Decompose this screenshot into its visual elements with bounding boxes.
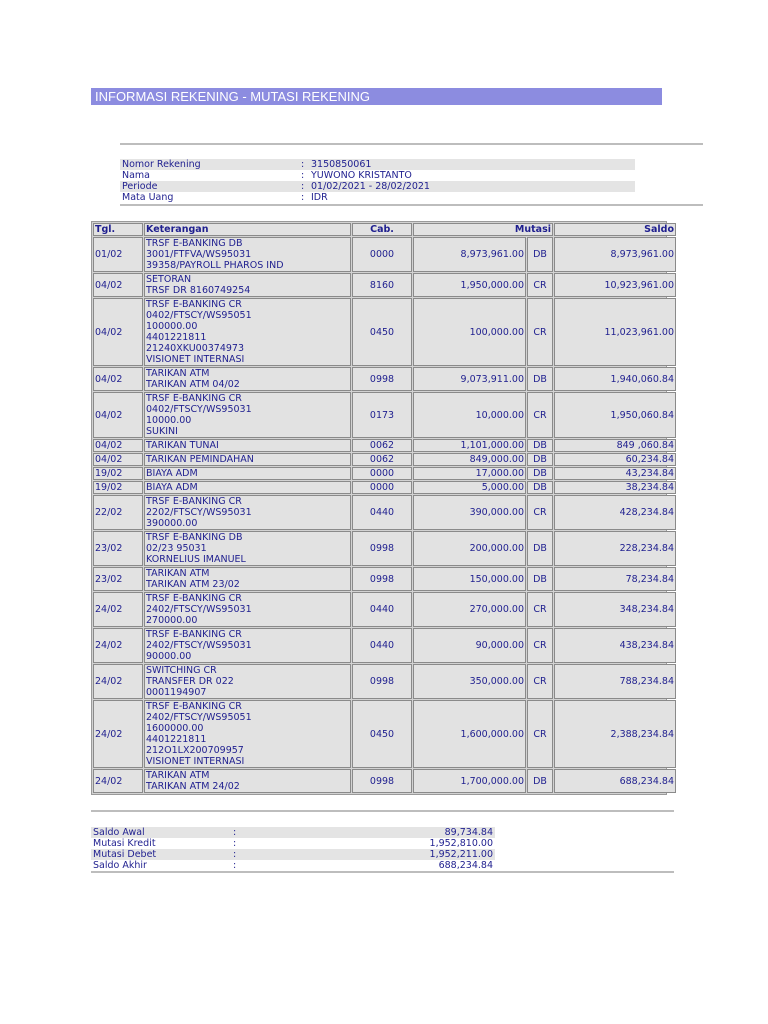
table-row	[93, 664, 676, 699]
amount-cell: 10,000.00	[413, 392, 526, 438]
summary-label: Mutasi Debet	[93, 849, 157, 860]
type-cell: DB	[527, 481, 553, 494]
account-name-value: YUWONO KRISTANTO	[311, 170, 412, 181]
date-cell: 24/02	[93, 592, 143, 627]
table-row	[93, 592, 676, 627]
balance-cell: 8,973,961.00	[554, 237, 676, 272]
date-cell: 24/02	[93, 700, 143, 768]
balance-cell: 849 ,060.84	[554, 439, 676, 452]
summary-separator: :	[233, 860, 237, 871]
type-cell: CR	[527, 495, 553, 530]
balance-cell: 1,940,060.84	[554, 367, 676, 391]
date-cell: 04/02	[93, 367, 143, 391]
branch-cell: 0450	[352, 298, 412, 366]
type-cell: CR	[527, 628, 553, 663]
account-number-row	[120, 159, 635, 170]
summary-row	[91, 827, 495, 838]
branch-cell: 0440	[352, 628, 412, 663]
date-cell: 22/02	[93, 495, 143, 530]
table-row	[93, 700, 676, 768]
date-cell: 23/02	[93, 531, 143, 566]
branch-cell: 0062	[352, 439, 412, 452]
balance-cell: 1,950,060.84	[554, 392, 676, 438]
description-cell: TRSF E-BANKING CR 0402/FTSCY/WS95031 10000.00 SUKINI	[144, 392, 351, 438]
info-label: Nomor Rekening	[122, 159, 201, 170]
type-cell: CR	[527, 273, 553, 297]
date-cell: 19/02	[93, 481, 143, 494]
balance-cell: 348,234.84	[554, 592, 676, 627]
divider	[120, 143, 703, 145]
info-separator: :	[301, 170, 305, 181]
table-row	[93, 495, 676, 530]
balance-cell: 11,023,961.00	[554, 298, 676, 366]
description-cell: TARIKAN TUNAI	[144, 439, 351, 452]
divider	[91, 810, 674, 812]
type-cell: DB	[527, 453, 553, 466]
branch-cell: 0998	[352, 367, 412, 391]
amount-cell: 1,700,000.00	[413, 769, 526, 793]
column-header-description: Keterangan	[144, 223, 351, 236]
branch-cell: 0000	[352, 481, 412, 494]
description-cell: SWITCHING CR TRANSFER DR 022 0001194907	[144, 664, 351, 699]
amount-cell: 1,600,000.00	[413, 700, 526, 768]
date-cell: 04/02	[93, 439, 143, 452]
balance-cell: 60,234.84	[554, 453, 676, 466]
divider	[91, 871, 674, 873]
table-row	[93, 481, 676, 494]
description-cell: TRSF E-BANKING DB 02/23 95031 KORNELIUS IMANUEL	[144, 531, 351, 566]
summary-separator: :	[233, 838, 237, 849]
info-label: Nama	[122, 170, 151, 181]
type-cell: CR	[527, 298, 553, 366]
opening-balance-value: 89,734.84	[444, 827, 493, 838]
summary-label: Saldo Awal	[93, 827, 145, 838]
table-row	[93, 769, 676, 793]
balance-cell: 688,234.84	[554, 769, 676, 793]
currency-value: IDR	[311, 192, 328, 203]
info-label: Mata Uang	[122, 192, 174, 203]
divider	[120, 204, 703, 206]
table-row	[93, 467, 676, 480]
branch-cell: 0440	[352, 495, 412, 530]
page-title: INFORMASI REKENING - MUTASI REKENING	[91, 88, 662, 105]
transactions-table	[92, 222, 677, 794]
summary-row	[91, 860, 495, 871]
date-cell: 23/02	[93, 567, 143, 591]
summary-separator: :	[233, 827, 237, 838]
info-separator: :	[301, 159, 305, 170]
type-cell: CR	[527, 700, 553, 768]
period-value: 01/02/2021 - 28/02/2021	[311, 181, 430, 192]
amount-cell: 100,000.00	[413, 298, 526, 366]
amount-cell: 200,000.00	[413, 531, 526, 566]
description-cell: TRSF E-BANKING CR 2202/FTSCY/WS95031 390000.00	[144, 495, 351, 530]
table-row	[93, 237, 676, 272]
info-label: Periode	[122, 181, 158, 192]
description-cell: TARIKAN ATM TARIKAN ATM 23/02	[144, 567, 351, 591]
amount-cell: 9,073,911.00	[413, 367, 526, 391]
branch-cell: 0440	[352, 592, 412, 627]
table-row	[93, 392, 676, 438]
table-row	[93, 628, 676, 663]
description-cell: TARIKAN PEMINDAHAN	[144, 453, 351, 466]
description-cell: BIAYA ADM	[144, 467, 351, 480]
table-row	[93, 531, 676, 566]
summary-row	[91, 849, 495, 860]
description-cell: TRSF E-BANKING CR 0402/FTSCY/WS95051 100000.00 4401221811 21240XKU00374973 VISIONET INTERNASI	[144, 298, 351, 366]
description-cell: TRSF E-BANKING CR 2402/FTSCY/WS95051 1600000.00 4401221811 212O1LX200709957 VISIONET INTERNASI	[144, 700, 351, 768]
balance-cell: 438,234.84	[554, 628, 676, 663]
table-row	[93, 453, 676, 466]
description-cell: BIAYA ADM	[144, 481, 351, 494]
balance-cell: 78,234.84	[554, 567, 676, 591]
amount-cell: 390,000.00	[413, 495, 526, 530]
amount-cell: 150,000.00	[413, 567, 526, 591]
branch-cell: 0173	[352, 392, 412, 438]
amount-cell: 1,101,000.00	[413, 439, 526, 452]
period-row	[120, 181, 635, 192]
summary	[91, 827, 495, 871]
amount-cell: 8,973,961.00	[413, 237, 526, 272]
account-number-value: 3150850061	[311, 159, 372, 170]
description-cell: TRSF E-BANKING CR 2402/FTSCY/WS95031 270000.00	[144, 592, 351, 627]
description-cell: TARIKAN ATM TARIKAN ATM 04/02	[144, 367, 351, 391]
transactions-table-wrapper	[91, 221, 674, 795]
amount-cell: 1,950,000.00	[413, 273, 526, 297]
table-row	[93, 567, 676, 591]
description-cell: TARIKAN ATM TARIKAN ATM 24/02	[144, 769, 351, 793]
info-separator: :	[301, 181, 305, 192]
transactions-body	[93, 237, 676, 793]
branch-cell: 0000	[352, 237, 412, 272]
balance-cell: 10,923,961.00	[554, 273, 676, 297]
description-cell: TRSF E-BANKING DB 3001/FTFVA/WS95031 39358/PAYROLL PHAROS IND	[144, 237, 351, 272]
date-cell: 04/02	[93, 453, 143, 466]
summary-row	[91, 838, 495, 849]
summary-label: Mutasi Kredit	[93, 838, 156, 849]
amount-cell: 849,000.00	[413, 453, 526, 466]
balance-cell: 38,234.84	[554, 481, 676, 494]
balance-cell: 428,234.84	[554, 495, 676, 530]
type-cell: DB	[527, 467, 553, 480]
type-cell: DB	[527, 439, 553, 452]
date-cell: 01/02	[93, 237, 143, 272]
table-row	[93, 298, 676, 366]
total-credit-value: 1,952,810.00	[429, 838, 493, 849]
type-cell: DB	[527, 237, 553, 272]
date-cell: 24/02	[93, 664, 143, 699]
date-cell: 04/02	[93, 273, 143, 297]
date-cell: 24/02	[93, 769, 143, 793]
account-name-row	[120, 170, 635, 181]
date-cell: 24/02	[93, 628, 143, 663]
amount-cell: 17,000.00	[413, 467, 526, 480]
total-debit-value: 1,952,211.00	[429, 849, 493, 860]
branch-cell: 0998	[352, 769, 412, 793]
amount-cell: 5,000.00	[413, 481, 526, 494]
amount-cell: 270,000.00	[413, 592, 526, 627]
type-cell: DB	[527, 567, 553, 591]
closing-balance-value: 688,234.84	[438, 860, 493, 871]
date-cell: 04/02	[93, 298, 143, 366]
branch-cell: 0450	[352, 700, 412, 768]
type-cell: CR	[527, 592, 553, 627]
balance-cell: 43,234.84	[554, 467, 676, 480]
description-cell: TRSF E-BANKING CR 2402/FTSCY/WS95031 90000.00	[144, 628, 351, 663]
column-header-date: Tgl.	[93, 223, 143, 236]
amount-cell: 90,000.00	[413, 628, 526, 663]
date-cell: 04/02	[93, 392, 143, 438]
column-header-mutation: Mutasi	[413, 223, 553, 236]
type-cell: DB	[527, 531, 553, 566]
currency-row	[120, 192, 635, 203]
table-row	[93, 367, 676, 391]
branch-cell: 0998	[352, 664, 412, 699]
summary-separator: :	[233, 849, 237, 860]
date-cell: 19/02	[93, 467, 143, 480]
info-separator: :	[301, 192, 305, 203]
table-row	[93, 439, 676, 452]
amount-cell: 350,000.00	[413, 664, 526, 699]
table-header-row	[93, 223, 676, 236]
branch-cell: 0998	[352, 531, 412, 566]
balance-cell: 788,234.84	[554, 664, 676, 699]
type-cell: CR	[527, 664, 553, 699]
balance-cell: 2,388,234.84	[554, 700, 676, 768]
account-info	[120, 159, 635, 203]
type-cell: CR	[527, 392, 553, 438]
column-header-branch: Cab.	[352, 223, 412, 236]
description-cell: SETORAN TRSF DR 8160749254	[144, 273, 351, 297]
branch-cell: 0998	[352, 567, 412, 591]
balance-cell: 228,234.84	[554, 531, 676, 566]
branch-cell: 0062	[352, 453, 412, 466]
table-row	[93, 273, 676, 297]
branch-cell: 8160	[352, 273, 412, 297]
branch-cell: 0000	[352, 467, 412, 480]
column-header-balance: Saldo	[554, 223, 676, 236]
type-cell: DB	[527, 367, 553, 391]
type-cell: DB	[527, 769, 553, 793]
summary-label: Saldo Akhir	[93, 860, 147, 871]
